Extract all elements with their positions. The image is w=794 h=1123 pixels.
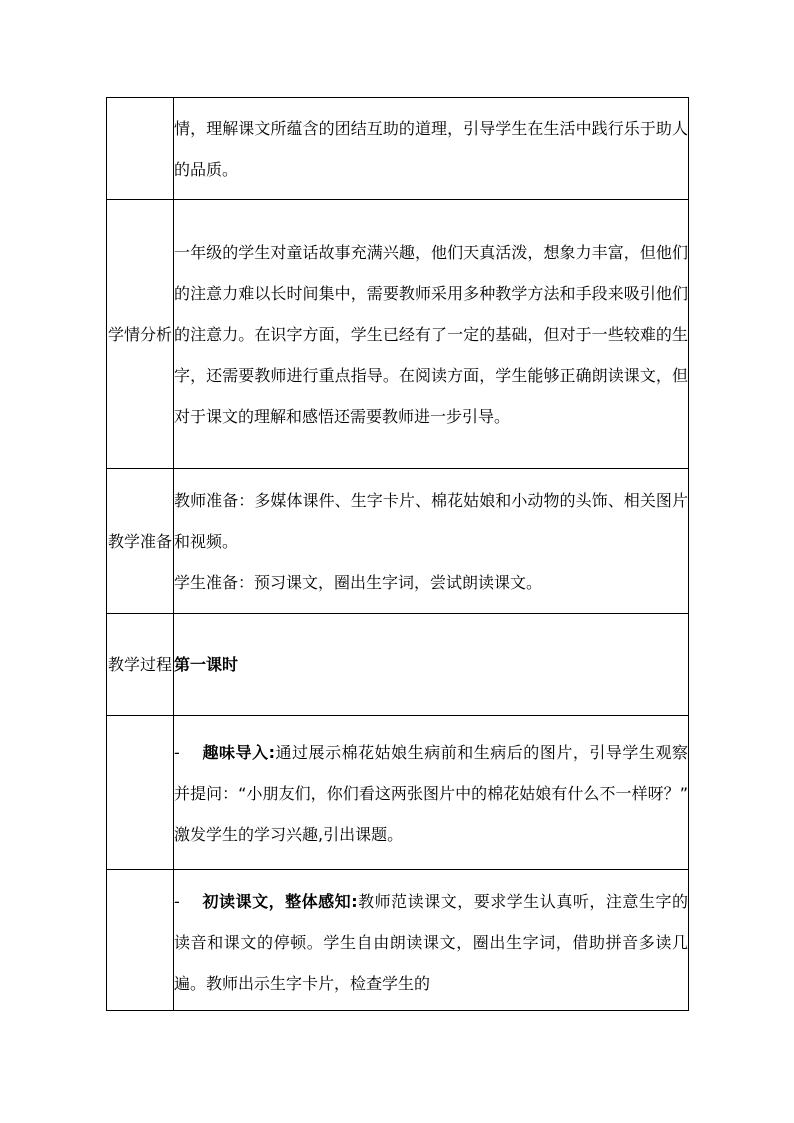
row-content [174, 870, 689, 1011]
row-label [107, 870, 174, 1011]
row-content [174, 98, 689, 200]
row-content [174, 469, 689, 614]
step-title: 初读课文，整体感知: [202, 892, 358, 911]
paragraph: 教师准备：多媒体课件、生字卡片、棉花姑娘和小动物的头饰、相关图片和视频。 [174, 490, 688, 551]
table-row [107, 716, 689, 870]
row-label [107, 716, 174, 870]
row-content [174, 716, 689, 870]
paragraph: 学生准备：预习课文，圈出生字词，尝试朗读课文。 [174, 572, 543, 592]
table-row [107, 614, 689, 716]
row-label-teaching-preparation: 教学准备 [107, 469, 174, 614]
step-title: 趣味导入: [202, 743, 275, 762]
list-dash: - [174, 892, 180, 911]
row-label-student-analysis: 学情分析 [107, 200, 174, 469]
list-dash: - [174, 743, 180, 762]
paragraph: 一年级的学生对童话故事充满兴趣，他们天真活泼，想象力丰富，但他们的注意力难以长时间集中，需要教师采用多种教学方法和手段来吸引他们的注意力。在识字方面，学生已经有了一定的基础，但对于一些较难的生字，还需要教师进行重点指导。在阅读方面，学生能够正确朗读课文，但对于课文的理解和感悟还需要教师进一步引导。 [174, 242, 688, 426]
row-content [174, 614, 689, 716]
table-row [107, 469, 689, 614]
step-text: 教师范读课文，要求学生认真听，注意生字的读音和课文的停顿。学生自由朗读课文，圈出生字词，借助拼音多读几遍。教师出示生字卡片，检查学生的 [174, 892, 688, 993]
step-text: 通过展示棉花姑娘生病前和生病后的图片，引导学生观察并提问：“小朋友们，你们看这两张图片中的棉花姑娘有什么不一样呀？” 激发学生的学习兴趣,引出课题。 [174, 743, 688, 844]
lesson-plan-table [106, 97, 689, 1011]
row-label-teaching-process: 教学过程 [107, 614, 174, 716]
paragraph [174, 732, 688, 855]
table-row [107, 200, 689, 469]
table-row [107, 870, 689, 1011]
section-heading: 第一课时 [174, 655, 239, 674]
paragraph [174, 881, 688, 1004]
row-label [107, 98, 174, 200]
paragraph: 情，理解课文所蕴含的团结互助的道理，引导学生在生活中践行乐于助人的品质。 [174, 118, 688, 179]
table-row [107, 98, 689, 200]
row-content [174, 200, 689, 469]
